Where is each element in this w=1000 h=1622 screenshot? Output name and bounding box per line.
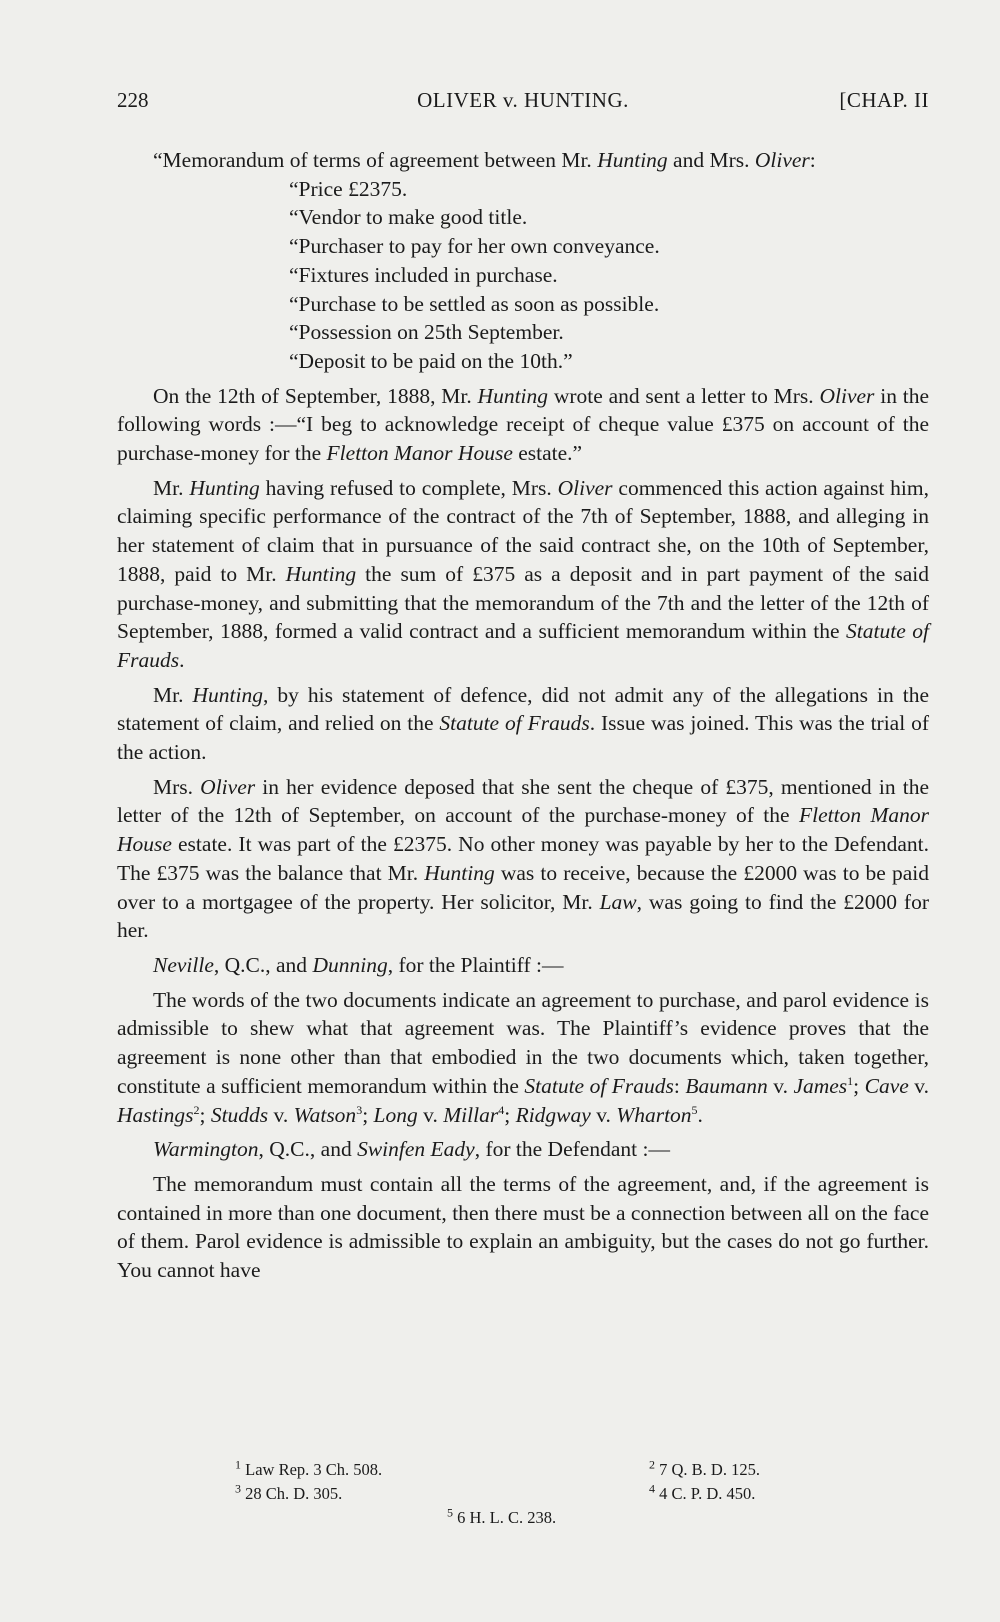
memorandum-term: “Vendor to make good title. bbox=[289, 205, 528, 230]
footnote-ref: 5 bbox=[691, 1102, 698, 1117]
memorandum-term: “Deposit to be paid on the 10th.” bbox=[289, 348, 573, 373]
memorandum-term: “Purchaser to pay for her own conveyance. bbox=[289, 234, 660, 259]
footnote-2: $^2$ 7 Q. B. D. 125. bbox=[649, 1457, 760, 1479]
paragraph-evidence: Mrs. Oliver in her evidence deposed that she sent the cheque of £375, mentioned in the letter of the 12th of September, on account of the purchase-money of the Fletton Manor House estate. It was part of the £2375. No other money was payable by her to the Defendant. The £375 was the balance that Mr. Hunting was to receive, because the £2000 was to be paid over to a mortgagee of the property. Her solicitor, Mr. Law, was going to find the £2000 for her. bbox=[117, 774, 929, 943]
memorandum-term: “Price £2375. bbox=[289, 176, 408, 201]
footnote-4: $^4$ 4 C. P. D. 450. bbox=[649, 1481, 756, 1503]
memorandum-term: “Purchase to be settled as soon as possible. bbox=[289, 291, 660, 316]
main-text bbox=[117, 146, 929, 1285]
page-header bbox=[117, 88, 929, 122]
footnote-3: $^3$ 28 Ch. D. 305. bbox=[235, 1481, 343, 1503]
memorandum-term: “Fixtures included in purchase. bbox=[289, 262, 558, 287]
memorandum-term: “Possession on 25th September. bbox=[289, 320, 564, 345]
paragraph-defence: Mr. Hunting, by his statement of defence, did not admit any of the allegations in the statement of claim, and relied on the Statute of Frauds. Issue was joined. This was the trial of the action. bbox=[117, 682, 930, 765]
chapter-label: [CHAP. II bbox=[839, 88, 929, 112]
counsel-defendant: Warmington, Q.C., and Swinfen Eady, for the Defendant :— bbox=[153, 1137, 670, 1162]
footnote-ref: 4 bbox=[498, 1102, 505, 1117]
footnote-5: $^5$ 6 H. L. C. 238. bbox=[447, 1505, 557, 1527]
paragraph-defendant-argument: The memorandum must contain all the terms of the agreement, and, if the agreement is contained in more than one document, then there must be a connection between all on the face of them. Parol evidence is admissible to explain an ambiguity, but the cases do not go further. You cannot have bbox=[117, 1171, 929, 1283]
footnote-ref: 3 bbox=[356, 1102, 363, 1117]
paragraph-letter: On the 12th of September, 1888, Mr. Hunting wrote and sent a letter to Mrs. Oliver in the following words :—“I beg to acknowledge receipt of cheque value £375 on account of the purchase-money for the Fletton Manor House estate.” bbox=[117, 383, 930, 466]
counsel-plaintiff: Neville, Q.C., and Dunning, for the Plaintiff :— bbox=[153, 952, 564, 977]
footnote-1: $^1$ Law Rep. 3 Ch. 508. bbox=[235, 1457, 383, 1479]
running-title: OLIVER v. HUNTING. bbox=[417, 88, 629, 112]
paragraph-action: Mr. Hunting having refused to complete, Mrs. Oliver commenced this action against him, claiming specific performance of the contract of the 7th of September, 1888, and alleging in her statement of claim that in pursuance of the said contract she, on the 10th of September, 1888, paid to Mr. Hunting the sum of £375 as a deposit and in part payment of the said purchase-money, and submitting that the memorandum of the 7th and the letter of the 12th of September, 1888, formed a valid contract and a sufficient memorandum within the Statute of Frauds. bbox=[117, 475, 930, 672]
footnote-ref: 1 bbox=[847, 1073, 854, 1088]
page-number: 228 bbox=[117, 88, 149, 112]
paragraph-plaintiff-argument: The words of the two documents indicate an agreement to purchase, and parol evidence is admissible to shew what that agreement was. The Plaintiff’s evidence proves that the agreement is none other than that embodied in the two documents which, taken together, constitute a sufficient memorandum within the Statute of Frauds: Baumann v. James$^1$; Cave v. Hastings$^2$; Studds v. Watson$^3$; Long v. Millar$^4$; Ridgway v. Wharton$^5$. bbox=[117, 987, 930, 1127]
footnote-ref: 2 bbox=[193, 1102, 200, 1117]
footnotes bbox=[117, 1458, 929, 1530]
memorandum-intro: “Memorandum of terms of agreement between Mr. Hunting and Mrs. Oliver: bbox=[153, 148, 816, 172]
memorandum-terms bbox=[117, 175, 929, 376]
